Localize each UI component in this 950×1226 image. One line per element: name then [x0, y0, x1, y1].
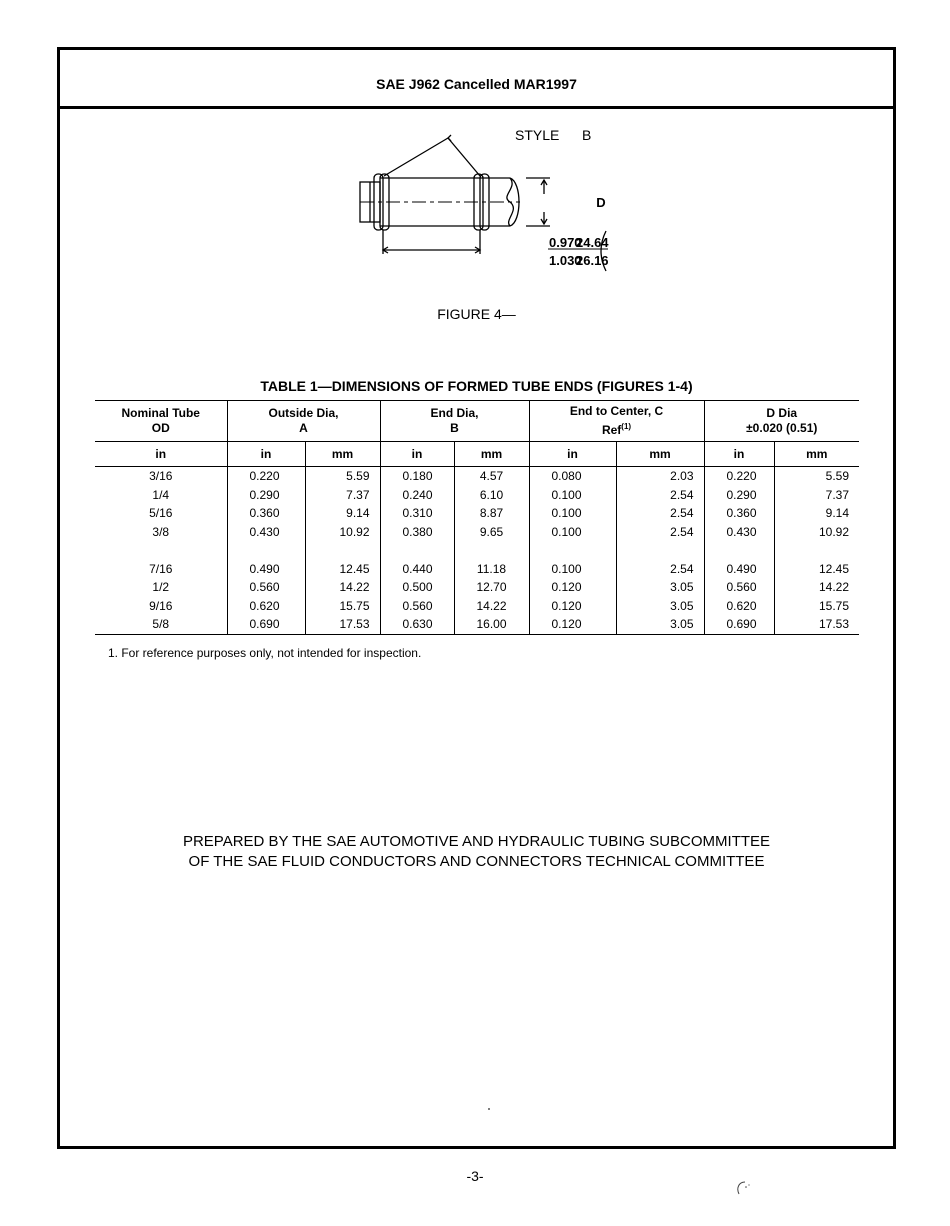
- table-row: [95, 578, 859, 597]
- unit-header: in: [227, 442, 305, 467]
- table-cell: 2.54: [616, 559, 704, 578]
- table-cell: 14.22: [774, 578, 859, 597]
- table-cell: 1/2: [152, 580, 170, 595]
- table-cell: 0.100: [529, 504, 616, 523]
- table-cell: 10.92: [305, 523, 380, 542]
- page-frame: [57, 47, 896, 1149]
- table-cell: 3.05: [616, 615, 704, 634]
- spacer-cell: [380, 541, 454, 559]
- dim-in-top: 0.970: [549, 235, 582, 250]
- table-cell: 0.560: [704, 578, 774, 597]
- table-cell: 7/16: [149, 561, 173, 576]
- table-cell: 17.53: [774, 615, 859, 634]
- table-cell: 5.59: [774, 467, 859, 486]
- table-cell: 7.37: [305, 486, 380, 505]
- table-footnote: 1. For reference purposes only, not intended for inspection.: [108, 646, 422, 660]
- table-cell: 0.120: [529, 615, 616, 634]
- table-cell: 0.180: [380, 467, 454, 486]
- header-end-to-center: End to Center, C Ref$^{(1)}$: [529, 401, 704, 442]
- stray-dot: [488, 1108, 490, 1110]
- scan-mark-icon: [733, 1178, 753, 1198]
- dim-mm-top: 24.64: [576, 235, 609, 250]
- table-cell: 3/16: [149, 469, 173, 484]
- spacer-cell: [454, 541, 529, 559]
- table-cell: 0.100: [529, 559, 616, 578]
- table-row: [95, 504, 859, 523]
- table-cell: 0.620: [227, 597, 305, 616]
- table-cell: 9.65: [454, 523, 529, 542]
- unit-header: in: [704, 442, 774, 467]
- table-cell: 10.92: [774, 523, 859, 542]
- table-cell: 0.360: [704, 504, 774, 523]
- table-body: [95, 467, 859, 635]
- table-cell: 15.75: [774, 597, 859, 616]
- table-cell: 9/16: [149, 598, 173, 613]
- table-cell: 0.120: [529, 597, 616, 616]
- dimensions-table: [95, 400, 859, 635]
- table-cell: 4.57: [454, 467, 529, 486]
- table-cell: 0.500: [380, 578, 454, 597]
- table-cell: 14.22: [454, 597, 529, 616]
- style-letter: B: [582, 130, 592, 143]
- table-row: [95, 615, 859, 634]
- spacer-cell: [616, 541, 704, 559]
- spacer-cell: [95, 541, 227, 559]
- table-cell: 0.440: [380, 559, 454, 578]
- table-cell: 5.59: [305, 467, 380, 486]
- table-cell: 0.100: [529, 523, 616, 542]
- table-cell: 12.45: [305, 559, 380, 578]
- header-outside-dia: Outside Dia, A: [227, 401, 380, 442]
- table-cell: 0.240: [380, 486, 454, 505]
- header-nominal-od: Nominal Tube OD: [95, 401, 227, 442]
- table-cell: 7.37: [774, 486, 859, 505]
- unit-header: in: [529, 442, 616, 467]
- header-d-dia: D Dia ±0.020 (0.51): [704, 401, 859, 442]
- row-spacer: [95, 541, 859, 559]
- unit-header: in: [380, 442, 454, 467]
- table-cell: 0.690: [704, 615, 774, 634]
- table-row: [95, 467, 859, 486]
- page-header: SAE J962 Cancelled MAR1997: [60, 50, 893, 109]
- prepared-by-statement: [60, 832, 893, 872]
- spacer-cell: [774, 541, 859, 559]
- spacer-cell: [529, 541, 616, 559]
- table-cell: 2.54: [616, 486, 704, 505]
- table-cell: 0.430: [704, 523, 774, 542]
- table-cell: 8.87: [454, 504, 529, 523]
- table-cell: 2.03: [616, 467, 704, 486]
- header-end-dia: End Dia, B: [380, 401, 529, 442]
- table-cell: 0.560: [380, 597, 454, 616]
- table-cell: 0.290: [704, 486, 774, 505]
- table-cell: 9.14: [305, 504, 380, 523]
- table-cell: 0.620: [704, 597, 774, 616]
- figure-4-drawing: [350, 130, 610, 290]
- figure-caption: FIGURE 4—: [437, 306, 516, 322]
- dim-in-bottom: 1.030: [549, 253, 582, 268]
- table-cell: 3.05: [616, 578, 704, 597]
- spacer-cell: [305, 541, 380, 559]
- table-cell: 0.100: [529, 486, 616, 505]
- table-cell: 0.310: [380, 504, 454, 523]
- table-cell: 0.560: [227, 578, 305, 597]
- table-cell: 0.220: [227, 467, 305, 486]
- table-cell: 0.220: [704, 467, 774, 486]
- table-row: [95, 486, 859, 505]
- table-cell: 0.120: [529, 578, 616, 597]
- unit-header: mm: [305, 442, 380, 467]
- table-cell: 2.54: [616, 504, 704, 523]
- table-cell: 15.75: [305, 597, 380, 616]
- unit-header: in: [95, 442, 227, 467]
- table-cell: 16.00: [454, 615, 529, 634]
- table-cell: 14.22: [305, 578, 380, 597]
- spacer-cell: [227, 541, 305, 559]
- table-cell: 6.10: [454, 486, 529, 505]
- table-cell: 2.54: [616, 523, 704, 542]
- dim-mm-bottom: 26.16: [576, 253, 609, 268]
- table-cell: 5/8: [95, 615, 227, 634]
- table-title: TABLE 1—DIMENSIONS OF FORMED TUBE ENDS (FIGURES 1-4): [260, 378, 693, 394]
- style-label: STYLE: [515, 130, 560, 143]
- prepared-line-1: PREPARED BY THE SAE AUTOMOTIVE AND HYDRAULIC TUBING SUBCOMMITTEE: [182, 833, 771, 850]
- unit-header: mm: [454, 442, 529, 467]
- spacer-cell: [704, 541, 774, 559]
- table-cell: 5/16: [149, 506, 173, 521]
- page-number: -3-: [466, 1168, 484, 1184]
- table-cell: 0.490: [227, 559, 305, 578]
- table-row: [95, 559, 859, 578]
- table-cell: 0.360: [227, 504, 305, 523]
- table-cell: 0.380: [380, 523, 454, 542]
- table-row: [95, 523, 859, 542]
- table-cell: 9.14: [774, 504, 859, 523]
- table-cell: 0.080: [529, 467, 616, 486]
- table-cell: 0.290: [227, 486, 305, 505]
- prepared-line-2: OF THE SAE FLUID CONDUCTORS AND CONNECTORS TECHNICAL COMMITTEE: [188, 853, 765, 870]
- unit-header: mm: [774, 442, 859, 467]
- table-cell: 12.45: [774, 559, 859, 578]
- table-cell: 0.490: [704, 559, 774, 578]
- table-cell: 3.05: [616, 597, 704, 616]
- table-cell: 0.430: [227, 523, 305, 542]
- table-cell: 3/8: [152, 525, 170, 540]
- table-cell: 1/4: [152, 487, 170, 502]
- d-dimension-label: D: [596, 195, 606, 210]
- table-row: [95, 597, 859, 616]
- table-cell: 11.18: [454, 559, 529, 578]
- table-cell: 12.70: [454, 578, 529, 597]
- table-cell: 17.53: [305, 615, 380, 634]
- unit-header: mm: [616, 442, 704, 467]
- table-cell: 0.690: [227, 615, 305, 634]
- table-cell: 0.630: [380, 615, 454, 634]
